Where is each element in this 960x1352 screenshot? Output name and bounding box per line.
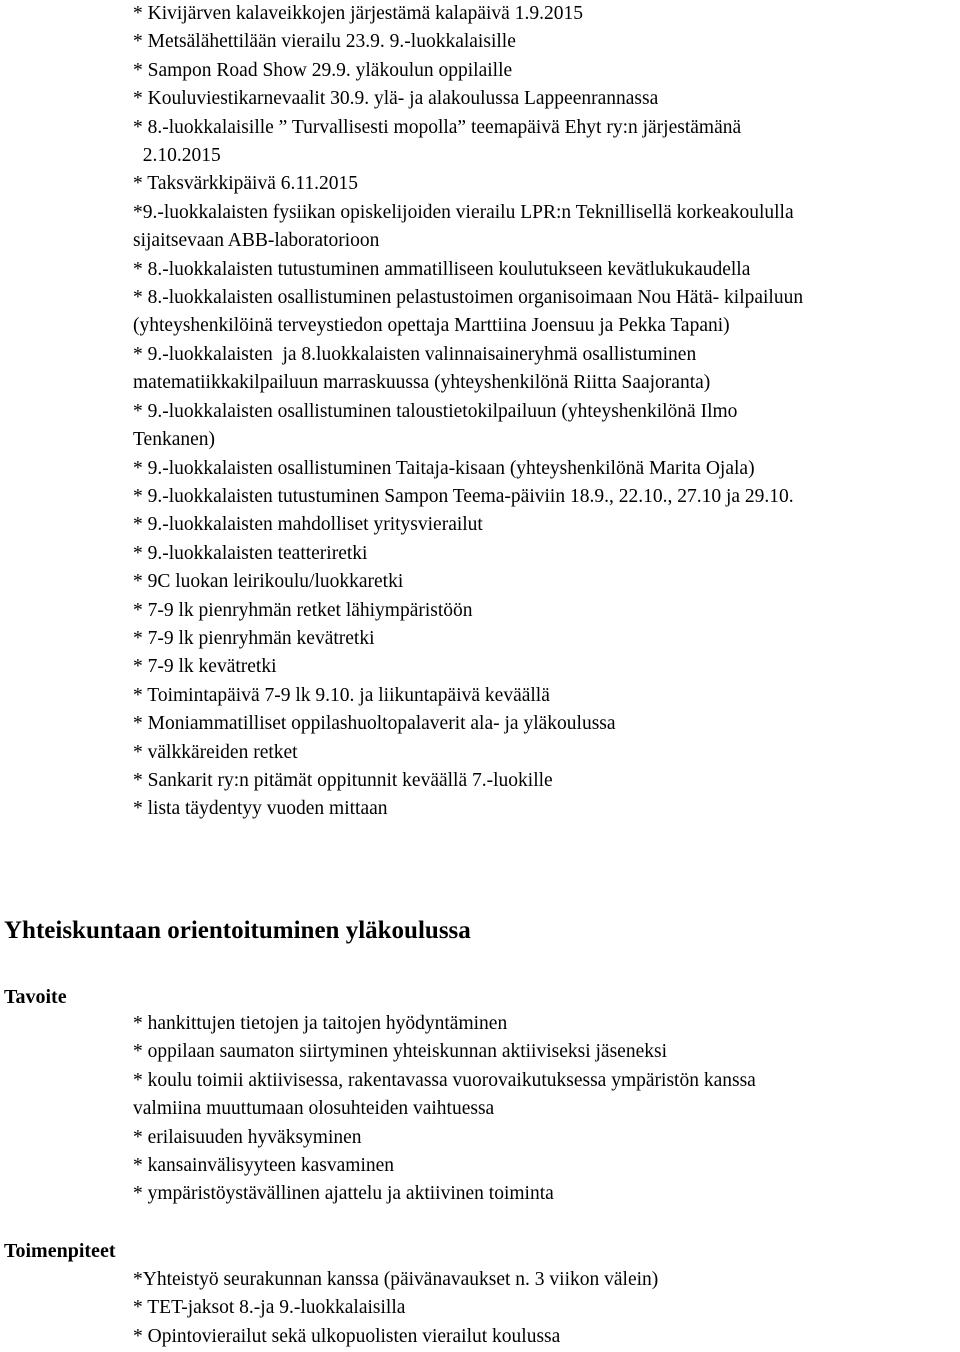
list-item: * 8.-luokkalaisten tutustuminen ammatilliseen koulutukseen kevätlukukaudella xyxy=(133,258,751,280)
list-item: * kansainvälisyyteen kasvaminen xyxy=(133,1155,395,1177)
list-item: * 9.-luokkalaisten tutustuminen Sampon Teema-päiviin 18.9., 22.10., 27.10 ja 29.10. xyxy=(133,485,794,507)
list-item: *9.-luokkalaisten fysiikan opiskelijoiden vierailu LPR:n Teknillisellä korkeakoululla xyxy=(133,201,794,223)
list-item: * Moniammatilliset oppilashuoltopalaverit ala- ja yläkoulussa xyxy=(133,713,616,735)
list-item: * 9.-luokkalaisten mahdolliset yritysvierailut xyxy=(133,514,483,536)
list-item: * Opintovierailut sekä ulkopuolisten vierailut koulussa xyxy=(133,1325,561,1347)
list-item: * Toimintapäivä 7-9 lk 9.10. ja liikuntapäivä keväällä xyxy=(133,684,550,706)
list-item: * 7-9 lk kevätretki xyxy=(133,656,277,678)
list-item: * Kivijärven kalaveikkojen järjestämä kalapäivä 1.9.2015 xyxy=(133,3,583,24)
list-item: * ympäristöystävällinen ajattelu ja aktiivinen toiminta xyxy=(133,1183,554,1205)
list-item: *Yhteistyö seurakunnan kanssa (päivänavaukset n. 3 viikon välein) xyxy=(133,1269,659,1290)
activity-list xyxy=(133,0,954,824)
list-item: * 9C luokan leirikoulu/luokkaretki xyxy=(133,571,404,593)
list-item: * 7-9 lk pienryhmän kevätretki xyxy=(133,627,375,649)
list-item: * koulu toimii aktiivisessa, rakentavassa vuorovaikutuksessa ympäristön kanssa xyxy=(133,1069,756,1091)
measures-list xyxy=(133,1266,954,1351)
list-item: * Taksvärkkipäivä 6.11.2015 xyxy=(133,173,359,195)
list-item: valmiina muuttumaan olosuhteiden vaihtuessa xyxy=(133,1098,495,1120)
list-item: * Sampon Road Show 29.9. yläkoulun oppilaille xyxy=(133,59,513,81)
list-item: * lista täydentyy vuoden mittaan xyxy=(133,798,388,820)
list-item: * Kouluviestikarnevaalit 30.9. ylä- ja alakoulussa Lappeenrannassa xyxy=(133,88,659,110)
list-item: 2.10.2015 xyxy=(133,145,221,167)
list-item: * 8.-luokkalaisten osallistuminen pelastustoimen organisoimaan Nou Hätä- kilpailuun xyxy=(133,287,804,309)
list-item: matematiikkakilpailuun marraskuussa (yhteyshenkilönä Riitta Saajoranta) xyxy=(133,372,711,394)
list-item: * 9.-luokkalaisten ja 8.luokkalaisten valinnaisaineryhmä osallistuminen xyxy=(133,343,697,365)
list-item: * hankittujen tietojen ja taitojen hyödyntäminen xyxy=(133,1013,508,1034)
list-item: Tenkanen) xyxy=(133,429,216,451)
measures-label: Toimenpiteet xyxy=(4,1240,116,1262)
list-item: * 7-9 lk pienryhmän retket lähiympäristöön xyxy=(133,599,473,621)
list-item: * oppilaan saumaton siirtyminen yhteiskunnan aktiiviseksi jäseneksi xyxy=(133,1041,667,1063)
list-item: * 8.-luokkalaisille ” Turvallisesti mopolla” teemapäivä Ehyt ry:n järjestämänä xyxy=(133,116,742,138)
list-item: * 9.-luokkalaisten osallistuminen taloustietokilpailuun (yhteyshenkilönä Ilmo xyxy=(133,400,738,422)
list-item: * Sankarit ry:n pitämät oppitunnit keväällä 7.-luokille xyxy=(133,769,553,791)
section-heading: Yhteiskuntaan orientoituminen yläkoulussa xyxy=(4,917,471,944)
goals-list xyxy=(133,1010,954,1209)
goals-label: Tavoite xyxy=(4,986,67,1008)
list-item: * TET-jaksot 8.-ja 9.-luokkalaisilla xyxy=(133,1297,406,1319)
list-item: * Metsälähettilään vierailu 23.9. 9.-luokkalaisille xyxy=(133,31,516,53)
list-item: sijaitsevaan ABB-laboratorioon xyxy=(133,230,380,252)
list-item: * 9.-luokkalaisten osallistuminen Taitaja-kisaan (yhteyshenkilönä Marita Ojala) xyxy=(133,457,755,479)
list-item: * välkkäreiden retket xyxy=(133,741,298,763)
list-item: * 9.-luokkalaisten teatteriretki xyxy=(133,542,368,564)
list-item: * erilaisuuden hyväksyminen xyxy=(133,1126,362,1148)
list-item: (yhteyshenkilöinä terveystiedon opettaja Marttiina Joensuu ja Pekka Tapani) xyxy=(133,315,730,337)
